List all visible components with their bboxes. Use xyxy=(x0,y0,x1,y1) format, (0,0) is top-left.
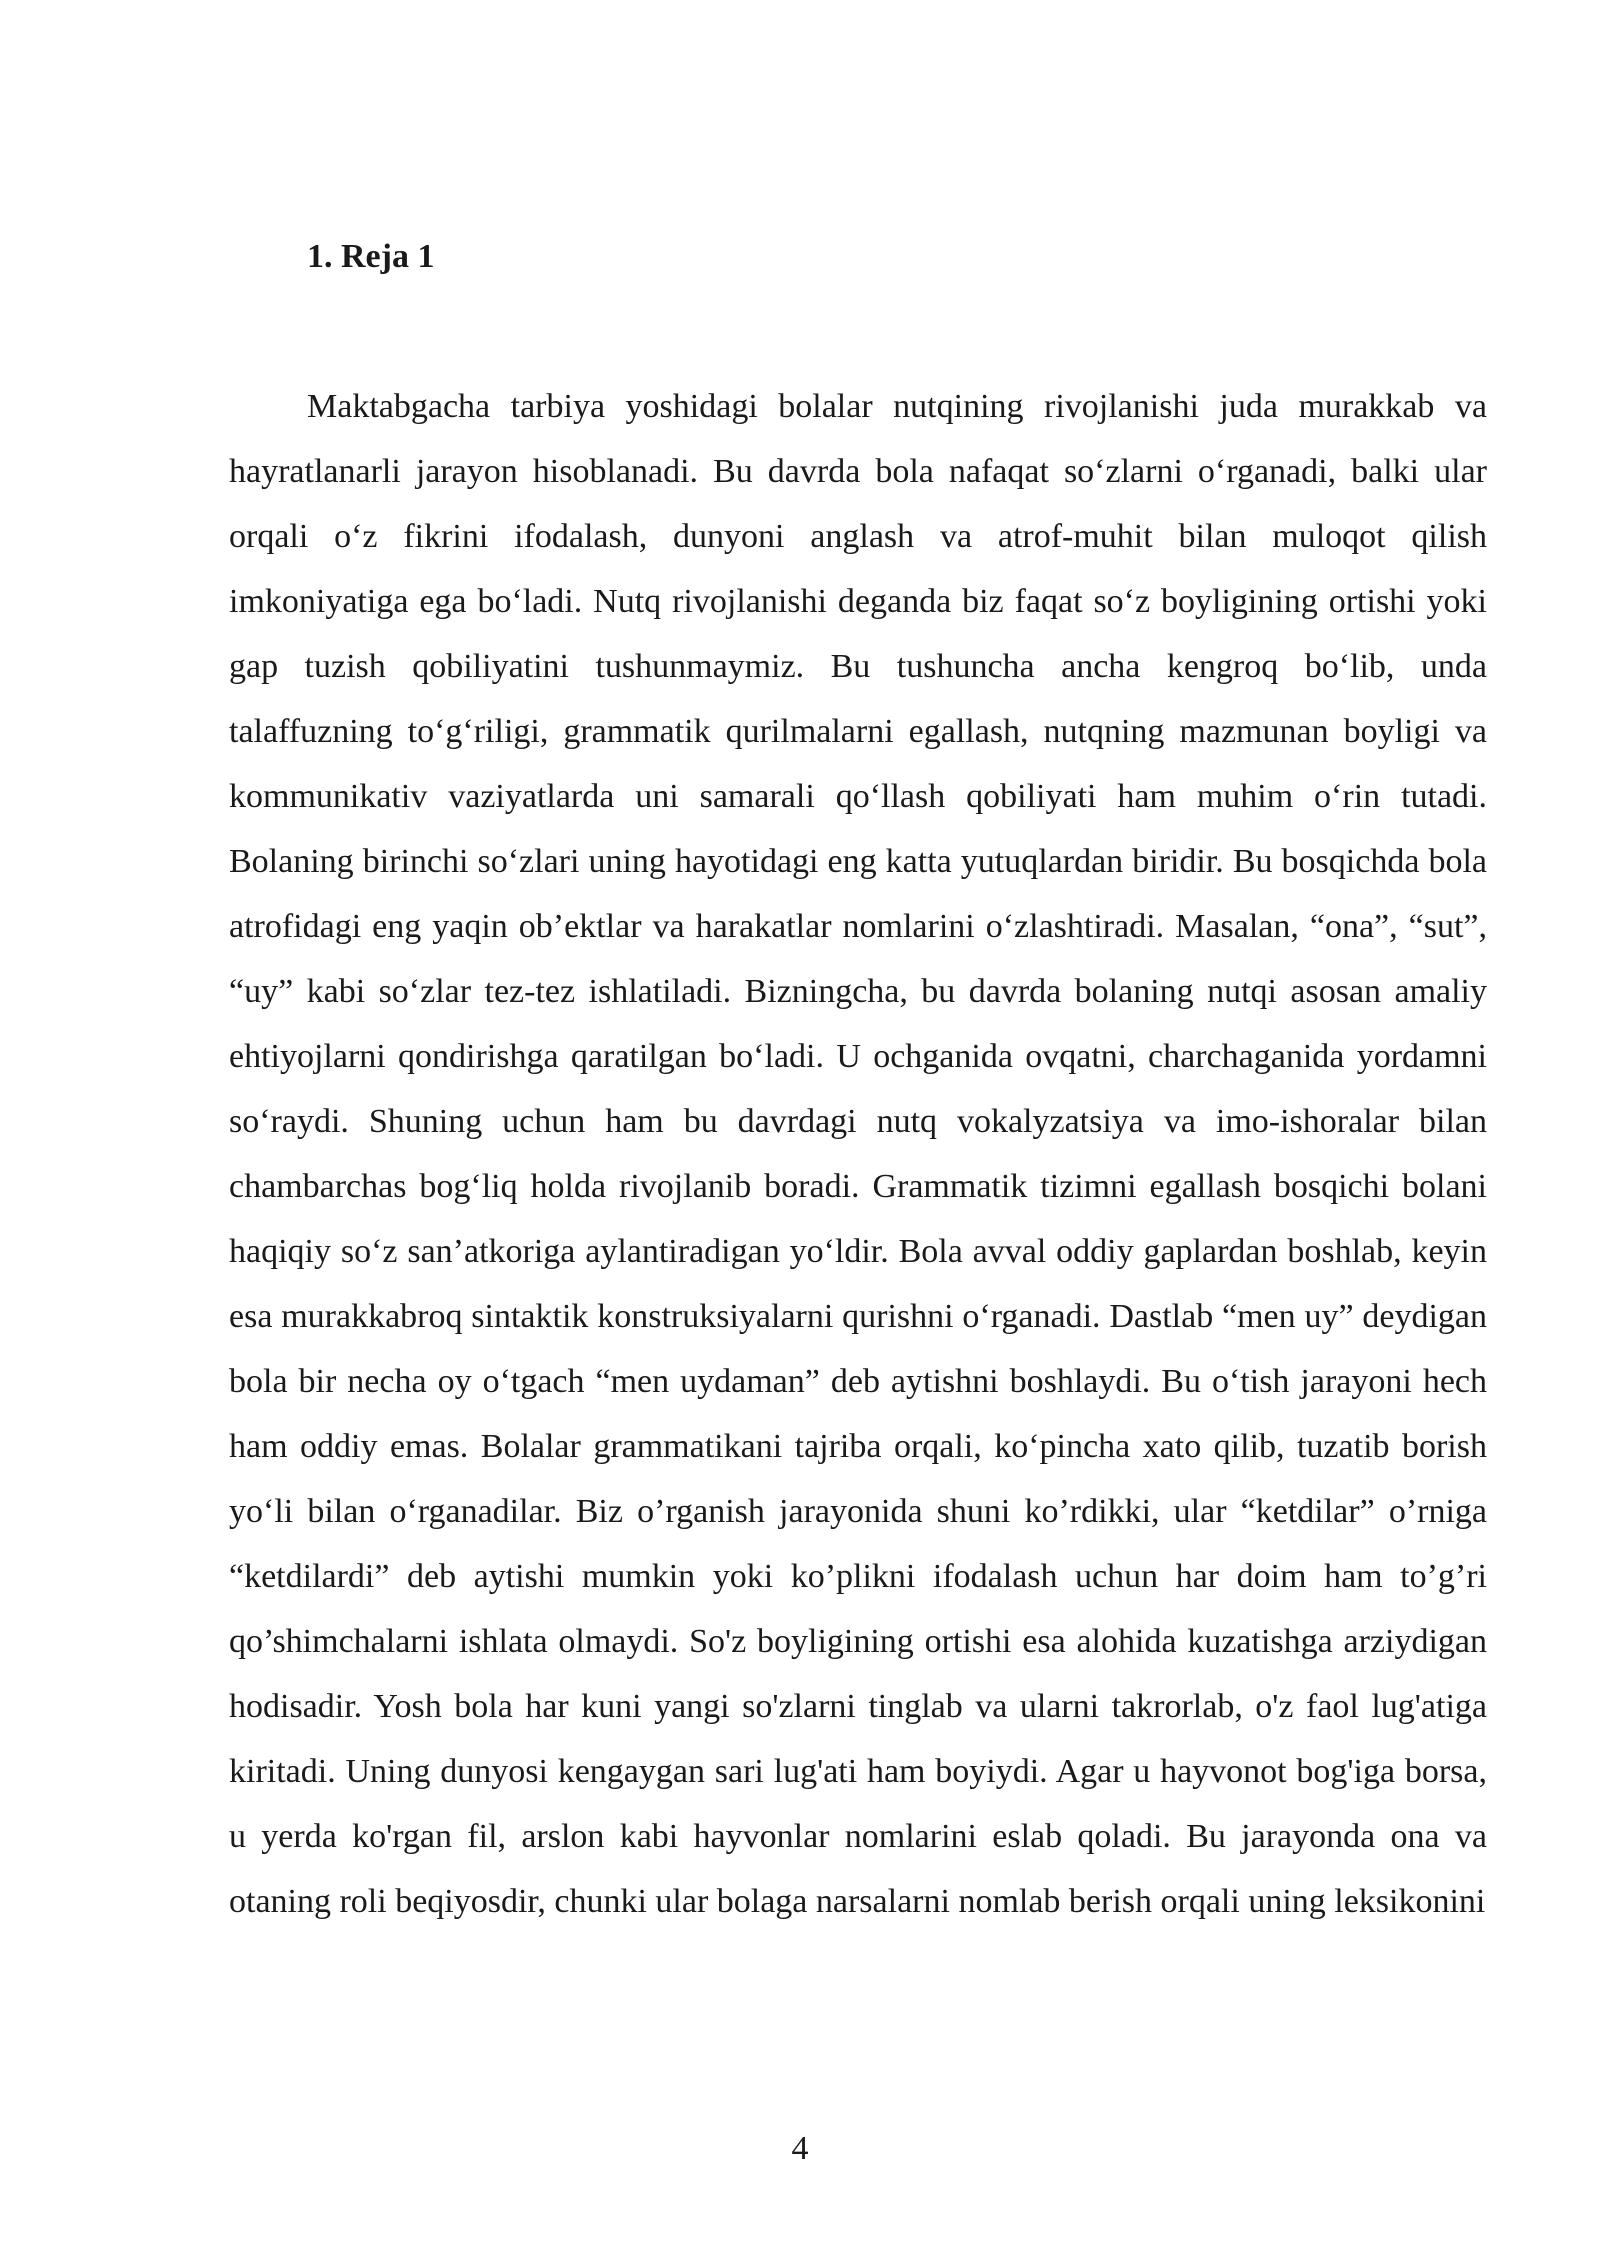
section-heading: 1. Reja 1 xyxy=(307,238,435,275)
body-paragraph: Maktabgacha tarbiya yoshidagi bolalar nutqining rivojlanishi juda murakkab va hayratlanarli jarayon hisoblanadi. Bu davrda bola nafaqat so‘zlarni o‘rganadi, balki ular orqali o‘z fikrini ifodalash, dunyoni anglash va atrof-muhit bilan muloqot qilish imkoniyatiga ega bo‘ladi. Nutq rivojlanishi deganda biz faqat so‘z boyligining ortishi yoki gap tuzish qobiliyatini tushunmaymiz. Bu tushuncha ancha kengroq bo‘lib, unda talaffuzning to‘g‘riligi, grammatik qurilmalarni egallash, nutqning mazmunan boyligi va kommunikativ vaziyatlarda uni samarali qo‘llash qobiliyati ham muhim o‘rin tutadi. Bolaning birinchi so‘zlari uning hayotidagi eng katta yutuqlardan biridir. Bu bosqichda bola atrofidagi eng yaqin ob’ektlar va harakatlar nomlarini o‘zlashtiradi. Masalan, “ona”, “sut”, “uy” kabi so‘zlar tez-tez ishlatiladi. Bizningcha, bu davrda bolaning nutqi asosan amaliy ehtiyojlarni qondirishga qaratilgan bo‘ladi. U ochganida ovqatni, charchaganida yordamni so‘raydi. Shuning uchun ham bu davrdagi nutq vokalyzatsiya va imo-ishoralar bilan chambarchas bog‘liq holda rivojlanib boradi. Grammatik tizimni egallash bosqichi bolani haqiqiy so‘z san’atkoriga aylantiradigan yo‘ldir. Bola avval oddiy gaplardan boshlab, keyin esa murakkabroq sintaktik konstruksiyalarni qurishni o‘rganadi. Dastlab “men uy” deydigan bola bir necha oy o‘tgach “men uydaman” deb aytishni boshlaydi. Bu o‘tish jarayoni hech ham oddiy emas. Bolalar grammatikani tajriba orqali, ko‘pincha xato qilib, tuzatib borish yo‘li bilan o‘rganadilar. Biz o’rganish jarayonida shuni ko’rdikki, ular “ketdilar” o’rniga “ketdilardi” deb aytishi mumkin yoki ko’plikni ifodalash uchun har doim ham to’g’ri qo’shimchalarni ishlata olmaydi. So'z boyligining ortishi esa alohida kuzatishga arziydigan hodisadir. Yosh bola har kuni yangi so'zlarni tinglab va ularni takrorlab, o'z faol lug'atiga kiritadi. Uning dunyosi kengaygan sari lug'ati ham boyiydi. Agar u hayvonot bog'iga borsa, u yerda ko'rgan fil, arslon kabi hayvonlar nomlarini eslab qoladi. Bu jarayonda ona va otaning roli beqiyosdir, chunki ular bolaga narsalarni nomlab berish orqali uning leksikonini xyxy=(229,388,1487,1920)
page-number: 4 xyxy=(791,2130,809,2167)
